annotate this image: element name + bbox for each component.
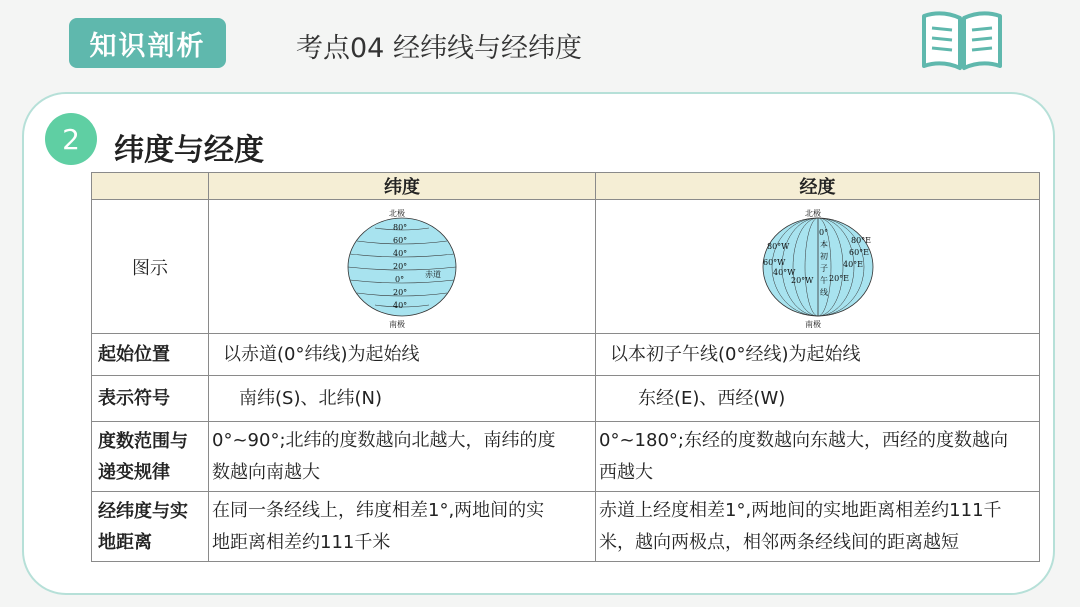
lat-distance-line1: 在同一条经线上，纬度相差1°,两地间的实 [212,499,545,521]
row-label-distance-line1: 经纬度与实 [98,500,188,522]
row-label-symbol: 表示符号 [92,376,209,422]
longitude-globe-diagram [753,205,883,329]
lat-north-pole-label: 北极 [389,208,405,218]
section-number-badge: 2 [45,113,97,165]
lon-label-40e: 40°E [842,259,863,269]
lat-range-line1: 0°~90°;北纬的度数越向北越大，南纬的度 [212,429,556,451]
latitude-diagram-cell [209,200,596,334]
lat-range-cell [209,422,596,492]
lon-prime-char-1: 本 [819,239,828,249]
table-header-latitude: 纬度 [209,173,596,200]
lon-distance-line1: 赤道上经度相差1°,两地间的实地距离相差约111千 [599,499,1002,521]
lat-label-0: 0° [395,274,405,284]
section-title: 纬度与经度 [114,133,264,168]
lon-label-20w: 20°W [790,275,813,285]
longitude-diagram-cell [596,200,1040,334]
section-tag: 知识剖析 [69,18,226,68]
lon-prime-char-5: 线 [819,287,828,297]
lat-range-line2: 数越向南越大 [212,461,320,483]
lat-label-40: 40° [393,248,408,258]
lon-label-60e: 60°E [848,247,869,257]
row-label-distance-line2: 地距离 [98,531,152,553]
row-label-distance [92,492,209,562]
lon-label-60w: 60°W [762,257,785,267]
lon-south-pole-label: 南极 [804,319,821,329]
lon-symbol-cell: 东经(E)、西经(W) [596,376,1040,422]
open-book-icon [920,6,1004,74]
lon-distance-cell [596,492,1040,562]
row-label-diagram: 图示 [92,200,209,334]
page-title: 考点04 经纬线与经纬度 [296,33,582,64]
lon-prime-char-3: 子 [819,263,828,273]
lon-distance-line2: 米，越向两极点，相邻两条经线间的距离越短 [599,531,959,553]
lon-prime-char-4: 午 [819,275,828,285]
lat-symbol-cell: 南纬(S)、北纬(N) [209,376,596,422]
table-row-distance [92,492,1040,562]
row-label-range-line1: 度数范围与 [98,430,188,452]
lat-label-s40: 40° [393,300,408,310]
table-header-blank [92,173,209,200]
lat-label-80: 80° [393,222,408,232]
lat-label-s20: 20° [393,287,408,297]
row-label-range [92,422,209,492]
table-row-start [92,334,1040,376]
table-row-diagram [92,200,1040,334]
lon-range-cell [596,422,1040,492]
comparison-table [91,172,1040,562]
lon-label-20e: 20°E [828,273,849,283]
lat-distance-line2: 地距离相差约111千米 [212,531,391,553]
lon-north-pole-label: 北极 [804,208,821,218]
table-row-symbol [92,376,1040,422]
table-header-longitude: 经度 [596,173,1040,200]
lat-label-20: 20° [393,261,408,271]
lon-prime-char-2: 初 [819,251,828,261]
lat-label-60: 60° [393,235,408,245]
table-row-range [92,422,1040,492]
lat-start-cell: 以赤道(0°纬线)为起始线 [209,334,596,376]
lon-label-80e: 80°E [850,235,871,245]
lon-range-line1: 0°~180°;东经的度数越向东越大，西经的度数越向 [599,429,1008,451]
lon-prime-zero-label: 0° [818,227,828,237]
lat-equator-label: 赤道 [425,269,441,279]
row-label-start: 起始位置 [92,334,209,376]
lat-distance-cell [209,492,596,562]
lon-start-cell: 以本初子午线(0°经线)为起始线 [596,334,1040,376]
lon-label-80w: 80°W [766,241,789,251]
table-header-row [92,173,1040,200]
row-label-range-line2: 递变规律 [98,461,170,483]
lon-range-line2: 西越大 [599,461,653,483]
lat-south-pole-label: 南极 [389,319,405,329]
lon-label-40w: 40°W [772,267,795,277]
latitude-globe-diagram [337,205,467,329]
